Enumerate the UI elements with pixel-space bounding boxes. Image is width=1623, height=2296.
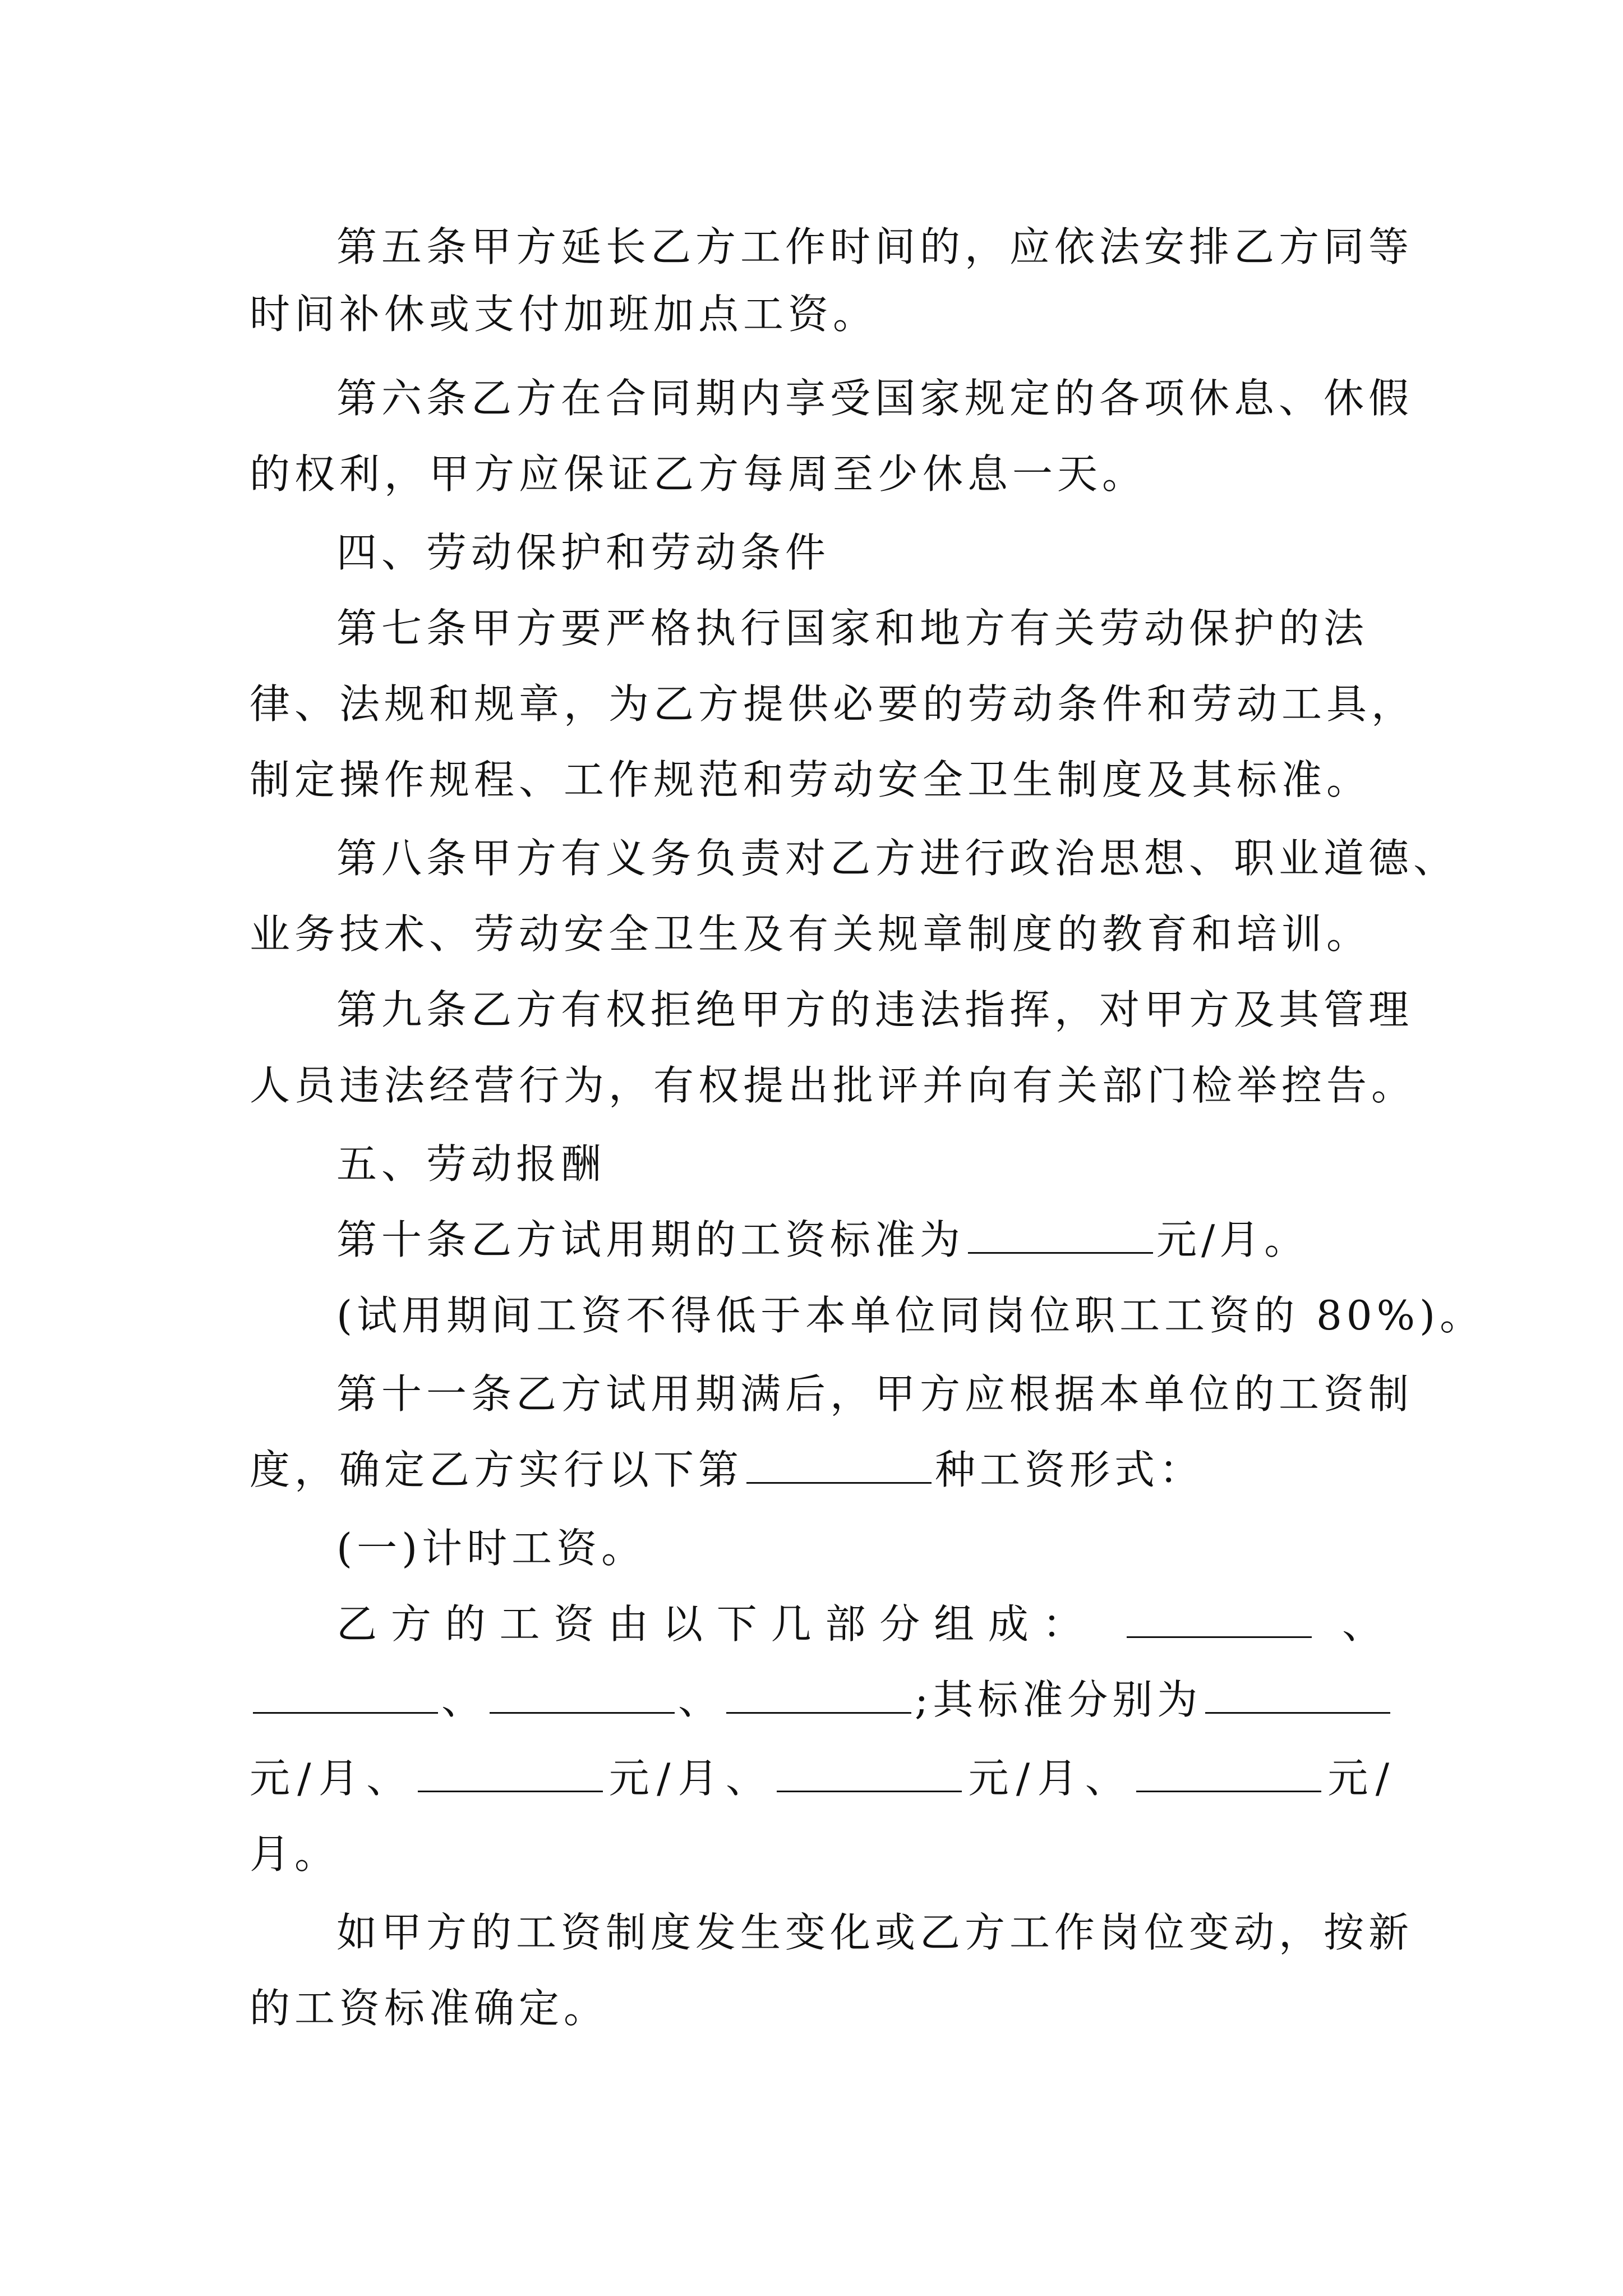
text-line: 的权利，甲方应保证乙方每周至少休息一天。 [250,450,1147,498]
component-blank-4[interactable] [726,1678,911,1714]
text-line: 第六条乙方在合同期内享受国家规定的各项休息、休假 [336,375,1414,422]
text-line: 第八条甲方有义务负责对乙方进行政治思想、职业道德、 [336,835,1459,882]
text-line: 制定操作规程、工作规范和劳动安全卫生制度及其标准。 [250,756,1372,803]
separator: 、 [366,1755,414,1802]
composition-line-3 [250,1736,1394,1820]
unit-text: 元/月 [965,1755,1085,1802]
text-line: 业务技术、劳动安全卫生及有关规章制度的教育和培训。 [250,910,1372,958]
separator: 、 [678,1676,723,1723]
text-line: 人员违法经营行为，有权提出批评并向有关部门检举控告。 [250,1062,1417,1109]
component-blank-2[interactable] [253,1678,438,1714]
text-line: 如甲方的工资制度发生变化或乙方工作岗位变动，按新 [336,1909,1414,1956]
art11-text-end: 种工资形式： [935,1446,1205,1493]
text-line: 第五条甲方延长乙方工作时间的，应依法安排乙方同等 [336,223,1414,270]
text-line: 月。 [250,1830,340,1878]
separator: 、 [725,1755,774,1802]
text-line: 时间补休或支付加班加点工资。 [250,291,878,338]
art10-note: (试用期间工资不得低于本单位同岗位职工工资的 80%)。 [336,1292,1485,1339]
standard-blank-4[interactable] [1136,1757,1321,1792]
article-11-line [250,1428,1394,1512]
composition-line-1 [336,1582,1394,1666]
composition-intro: 乙方的工资由以下几部分组成： [336,1600,1097,1648]
separator: 、 [441,1676,487,1723]
wage-form-blank[interactable] [746,1448,932,1484]
section-heading: 四、劳动保护和劳动条件 [336,529,831,576]
separator: 、 [1085,1755,1133,1802]
separator: 、 [1341,1600,1394,1648]
standard-text: ;其标准分别为 [915,1676,1202,1723]
article-10-line [336,1198,1394,1282]
unit-text: 元/月 [250,1755,367,1802]
unit-text: 元/月 [606,1755,726,1802]
text-line: 的工资标准确定。 [250,1985,609,2032]
standard-blank-1[interactable] [1205,1678,1390,1714]
art10-unit: 元/月。 [1156,1216,1310,1263]
section-heading: 五、劳动报酬 [336,1140,606,1188]
standard-blank-3[interactable] [777,1757,962,1792]
text-line: 第七条甲方要严格执行国家和地方有关劳动保护的法 [336,605,1369,652]
text-line: 第十一条乙方试用期满后，甲方应根据本单位的工资制 [336,1370,1414,1418]
composition-line-2 [250,1658,1394,1742]
art11-text: 度，确定乙方实行以下第 [250,1446,744,1493]
art10-text: 第十条乙方试用期的工资标准为 [336,1216,965,1263]
component-blank-1[interactable] [1127,1603,1312,1638]
salary-blank[interactable] [968,1218,1153,1254]
item-heading: (一)计时工资。 [336,1525,647,1572]
text-line: 第九条乙方有权拒绝甲方的违法指挥，对甲方及其管理 [336,986,1414,1033]
text-line: 律、法规和规章，为乙方提供必要的劳动条件和劳动工具， [250,680,1417,728]
component-blank-3[interactable] [490,1678,675,1714]
standard-blank-2[interactable] [418,1757,603,1792]
unit-text: 元/ [1325,1755,1394,1802]
